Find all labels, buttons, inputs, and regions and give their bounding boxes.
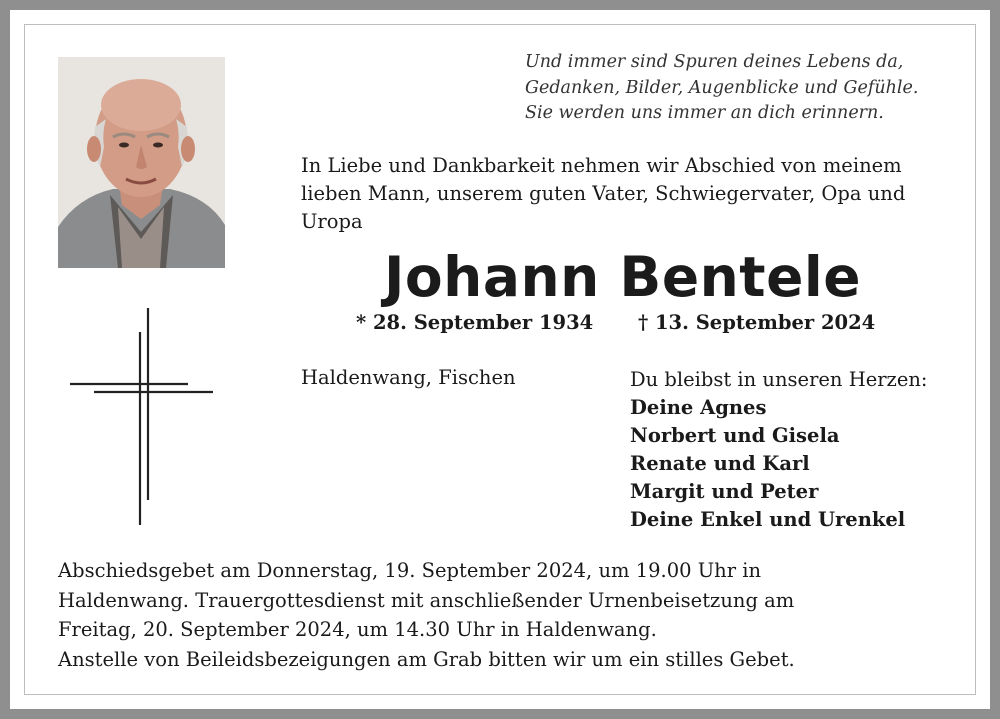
- quote-line: Und immer sind Spuren deines Lebens da,: [525, 52, 904, 72]
- mourners-list: [630, 366, 960, 534]
- birth-date: * 28. September 1934: [356, 311, 594, 334]
- intro-line: lieben Mann, unserem guten Vater, Schwiegervater, Opa und: [301, 182, 906, 205]
- deceased-name: Johann Bentele: [383, 245, 862, 309]
- intro-line: Uropa: [301, 210, 363, 233]
- memorial-quote: [525, 50, 965, 127]
- service-notice: [58, 556, 958, 674]
- intro-line: In Liebe und Dankbarkeit nehmen wir Abschied von meinem: [301, 154, 902, 177]
- mourners-heading: Du bleibst in unseren Herzen:: [630, 368, 928, 391]
- mourner-name: Norbert und Gisela: [630, 424, 840, 447]
- quote-line: Sie werden uns immer an dich erinnern.: [525, 103, 884, 123]
- notice-line: Freitag, 20. September 2024, um 14.30 Uhr in Haldenwang.: [58, 618, 657, 641]
- cross-icon: [60, 300, 230, 535]
- quote-line: Gedanken, Bilder, Augenblicke und Gefühle.: [525, 77, 919, 98]
- portrait-photo: [58, 57, 225, 268]
- notice-line: Anstelle von Beileidsbezeigungen am Grab bitten wir um ein stilles Gebet.: [58, 647, 795, 671]
- portrait-image: [58, 57, 225, 268]
- mourner-name: Renate und Karl: [630, 452, 810, 475]
- mourner-name: Margit und Peter: [630, 480, 819, 503]
- home-places: Haldenwang, Fischen: [301, 366, 516, 389]
- death-date: † 13. September 2024: [638, 311, 876, 334]
- mourner-name: Deine Enkel und Urenkel: [630, 508, 906, 531]
- mourner-name: Deine Agnes: [630, 396, 767, 419]
- notice-line: Abschiedsgebet am Donnerstag, 19. September 2024, um 19.00 Uhr in: [58, 559, 762, 582]
- farewell-intro: [301, 152, 961, 236]
- notice-line: Haldenwang. Trauergottesdienst mit anschließender Urnenbeisetzung am: [58, 588, 795, 612]
